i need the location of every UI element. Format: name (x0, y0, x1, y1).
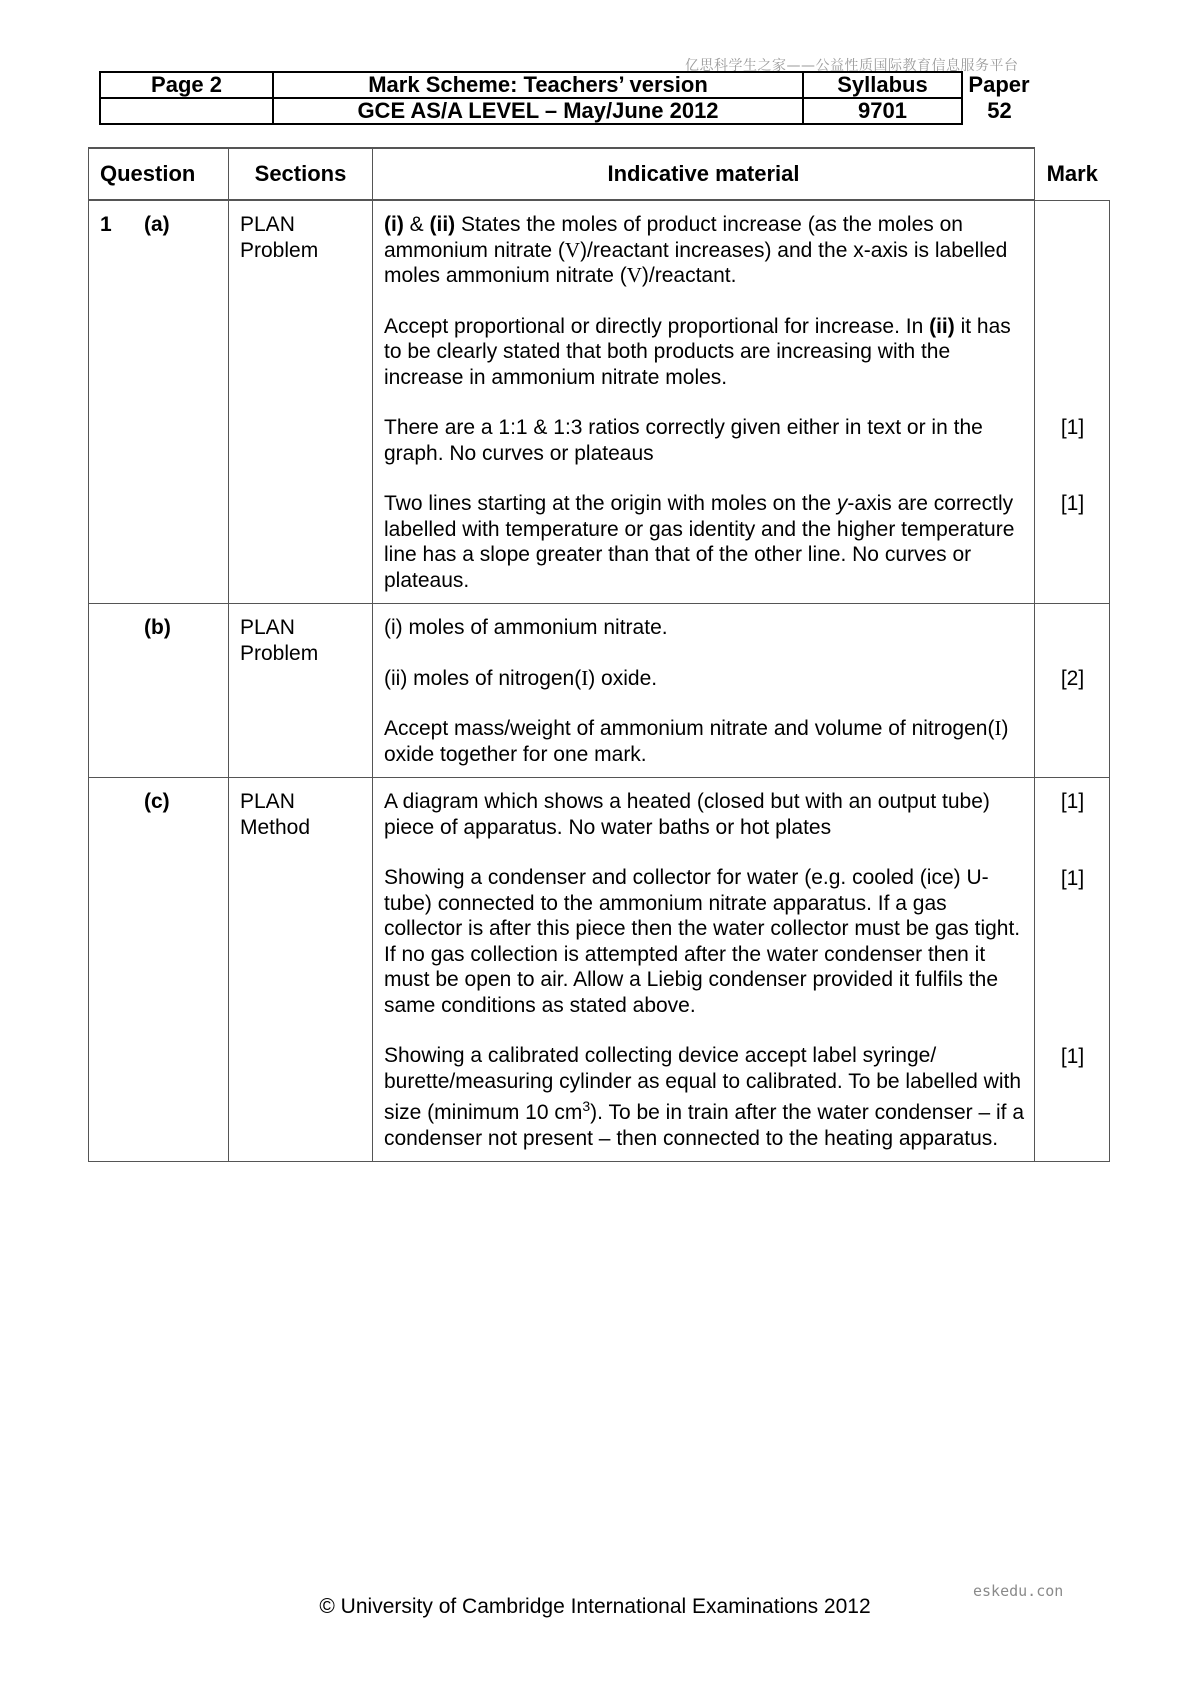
text: it has to be clearly stated that both products are increasing with the increase in ammonium nitrate moles. (384, 314, 1011, 389)
watermark-bottom: eskedu.con (973, 1582, 1064, 1600)
table-row (89, 604, 1110, 778)
table-row (89, 778, 1110, 1162)
indicative-cell (373, 200, 1035, 604)
question-number: 1 (100, 213, 112, 236)
question-cell (89, 200, 229, 604)
text: Showing a calibrated collecting device accept label syringe/ burette/measuring cylinder as equal to calibrated. To be labelled with size (minimum 10 cm (384, 1044, 1021, 1124)
table-row (89, 200, 1110, 604)
bold-part-ii: (ii) (929, 314, 955, 338)
mark-value: [1] (1060, 790, 1085, 813)
mark-value: [1] (1060, 866, 1085, 890)
col-header-sections: Sections (229, 148, 373, 200)
mark-cell (1035, 778, 1110, 1162)
text: Accept proportional or directly proportional for increase. In (384, 314, 930, 338)
bold-part-i: (i) (384, 213, 404, 236)
question-cell (89, 778, 229, 1162)
roman-numeral: V (564, 237, 581, 262)
text: ) oxide. (588, 666, 658, 690)
header-syllabus-label: Syllabus (803, 72, 962, 98)
mark-value: [1] (1060, 415, 1085, 439)
indicative-paragraph: Showing a condenser and collector for water (e.g. cooled (ice) U-tube) connected to the ammonium nitrate apparatus. If a gas collector is after this piece then the water collector must be gas tight. If no gas collection is attempted after the water condenser then it must be open to air. Allow a Liebig condenser provided it fulfils the same conditions as stated above. (384, 866, 1021, 1017)
text: (ii) moles of nitrogen( (384, 666, 582, 690)
indicative-paragraph (384, 314, 1028, 391)
header-exam: GCE AS/A LEVEL – May/June 2012 (273, 98, 803, 124)
indicative-paragraph (384, 1043, 1028, 1151)
mark-scheme-table (88, 147, 1110, 1162)
header-syllabus: 9701 (803, 98, 962, 124)
mark-value: [1] (1060, 492, 1085, 515)
header-page: Page 2 (100, 72, 273, 98)
header-paper: 52 (987, 98, 1012, 123)
section-cell (229, 778, 373, 1162)
roman-numeral: I (994, 716, 1002, 740)
section-line: PLAN (240, 790, 295, 813)
mark-value: [2] (1060, 667, 1085, 690)
text: Two lines starting at the origin with moles on the (384, 492, 837, 515)
text: ) oxide together for one mark. (384, 717, 1009, 766)
footer-copyright: © University of Cambridge International Examinations 2012 (319, 1595, 871, 1618)
text: -axis are correctly labelled with temperature or gas identity and the higher temperature line has a slope greater than that of the other line. No curves or plateaus. (384, 492, 1015, 592)
section-line: Problem (240, 641, 319, 665)
indicative-cell (373, 778, 1035, 1162)
table-header-row (89, 148, 1110, 200)
text: )/reactant. (641, 264, 737, 287)
indicative-paragraph: There are a 1:1 & 1:3 ratios correctly given either in text or in the graph. No curves or plateaus (384, 416, 983, 465)
text: & (403, 213, 430, 236)
header-paper-label: Paper (968, 72, 1030, 97)
superscript: 3 (582, 1098, 591, 1114)
indicative-paragraph (384, 491, 1028, 593)
mark-value: [1] (1060, 1045, 1085, 1068)
indicative-cell (373, 604, 1035, 778)
text: )/reactant increases) and the x-axis is labelled moles ammonium nitrate ( (384, 238, 1008, 287)
text: ). To be in train after the water condenser – if a condenser not present – then connected to the heating apparatus. (384, 1101, 1025, 1150)
roman-numeral: V (626, 263, 642, 287)
bold-part-ii: (ii) (429, 213, 456, 236)
question-part: (a) (144, 213, 170, 236)
question-part: (c) (144, 790, 170, 813)
header-empty (100, 98, 273, 124)
question-cell (89, 604, 229, 778)
indicative-paragraph (384, 666, 1028, 692)
col-header-mark: Mark (1046, 160, 1098, 186)
question-part: (b) (144, 616, 171, 639)
section-line: Problem (240, 238, 319, 262)
watermark-top: 亿思科学生之家——公益性质国际教育信息服务平台 (685, 58, 1019, 74)
italic-y: y (836, 492, 848, 515)
text: States the moles of product increase (as the moles on ammonium nitrate ( (384, 213, 963, 262)
section-line: Method (240, 815, 311, 839)
indicative-paragraph (384, 212, 1028, 289)
indicative-paragraph: (i) moles of ammonium nitrate. (384, 616, 668, 639)
section-line: PLAN (240, 213, 295, 236)
mark-cell (1035, 604, 1110, 778)
header-title: Mark Scheme: Teachers’ version (273, 72, 803, 98)
col-header-question: Question (89, 148, 229, 200)
indicative-paragraph: A diagram which shows a heated (closed but with an output tube) piece of apparatus. No water baths or hot plates (384, 790, 990, 839)
section-cell (229, 200, 373, 604)
section-line: PLAN (240, 616, 295, 639)
header-table (99, 71, 1037, 125)
col-header-indicative: Indicative material (373, 148, 1035, 200)
mark-cell (1035, 200, 1110, 604)
section-cell (229, 604, 373, 778)
roman-numeral: I (581, 665, 589, 690)
indicative-paragraph (384, 716, 1028, 767)
text: Accept mass/weight of ammonium nitrate and volume of nitrogen( (384, 717, 995, 740)
